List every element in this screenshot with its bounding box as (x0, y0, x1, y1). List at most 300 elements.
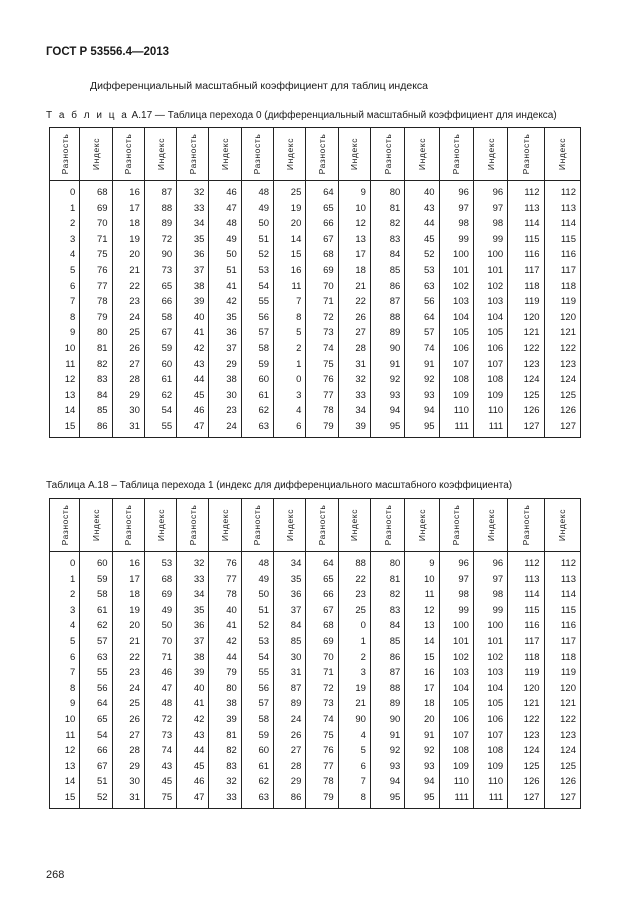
table-cell: 84 (274, 618, 306, 634)
table-cell: 117 (508, 263, 544, 279)
column-header (405, 499, 439, 552)
table-cell: 18 (112, 587, 144, 603)
table-cell: 16 (112, 181, 144, 201)
table-cell: 97 (439, 201, 473, 217)
table-cell: 100 (439, 247, 473, 263)
table-cell: 103 (473, 665, 507, 681)
table-cell: 95 (370, 419, 404, 437)
table-cell: 26 (112, 712, 144, 728)
table-cell: 40 (177, 681, 209, 697)
table-cell: 72 (144, 712, 176, 728)
column-header (306, 499, 338, 552)
column-header (370, 128, 404, 181)
table-cell: 68 (80, 181, 112, 201)
table-cell: 126 (544, 403, 580, 419)
table-cell: 61 (80, 603, 112, 619)
table-cell: 91 (370, 728, 404, 744)
table-cell: 9 (405, 552, 439, 572)
table-cell: 87 (144, 181, 176, 201)
table-row (50, 603, 581, 619)
table-cell: 126 (508, 403, 544, 419)
table-cell: 9 (338, 181, 370, 201)
table-cell: 9 (50, 325, 80, 341)
table-cell: 2 (50, 587, 80, 603)
table-cell: 118 (544, 650, 580, 666)
table-row (50, 403, 581, 419)
table-cell: 122 (544, 341, 580, 357)
table-cell: 32 (177, 181, 209, 201)
table-cell: 60 (80, 552, 112, 572)
table-cell: 3 (50, 232, 80, 248)
table-cell: 93 (370, 388, 404, 404)
table-row (50, 341, 581, 357)
table-cell: 40 (405, 181, 439, 201)
table-cell: 52 (80, 790, 112, 808)
table-cell: 31 (112, 419, 144, 437)
table-cell: 37 (274, 603, 306, 619)
table-cell: 8 (274, 310, 306, 326)
table-row (50, 181, 581, 201)
table-cell: 50 (209, 247, 241, 263)
table-cell: 98 (473, 216, 507, 232)
table-cell: 91 (370, 357, 404, 373)
table-cell: 78 (209, 587, 241, 603)
table-cell: 2 (274, 341, 306, 357)
table-cell: 78 (80, 294, 112, 310)
table-row (50, 201, 581, 217)
column-header-label: Разность (123, 133, 134, 175)
table-cell: 83 (370, 232, 404, 248)
table-cell: 113 (544, 201, 580, 217)
table-cell: 87 (274, 681, 306, 697)
table-row (50, 419, 581, 437)
table-cell: 125 (508, 388, 544, 404)
table-cell: 65 (144, 279, 176, 295)
table-cell: 81 (80, 341, 112, 357)
table-cell: 74 (405, 341, 439, 357)
table-cell: 105 (473, 325, 507, 341)
table-row (50, 634, 581, 650)
table-cell: 93 (405, 388, 439, 404)
column-header-label: Разность (382, 133, 393, 175)
table-cell: 8 (50, 681, 80, 697)
table-cell: 114 (544, 216, 580, 232)
table-cell: 58 (80, 587, 112, 603)
table-cell: 94 (405, 774, 439, 790)
column-header (508, 128, 544, 181)
table-cell: 53 (405, 263, 439, 279)
table-cell: 42 (177, 341, 209, 357)
table-cell: 123 (508, 357, 544, 373)
table-cell: 83 (370, 603, 404, 619)
table-cell: 25 (338, 603, 370, 619)
table-cell: 98 (439, 216, 473, 232)
table-cell: 49 (241, 201, 273, 217)
table-cell: 98 (473, 587, 507, 603)
table-cell: 100 (473, 618, 507, 634)
table-cell: 85 (80, 403, 112, 419)
table-cell: 39 (177, 665, 209, 681)
table-cell: 90 (370, 341, 404, 357)
table-cell: 96 (439, 181, 473, 201)
column-header-label: Разность (317, 133, 327, 175)
table-cell: 106 (439, 341, 473, 357)
table-cell: 71 (80, 232, 112, 248)
table-cell: 115 (508, 603, 544, 619)
column-header (177, 128, 209, 181)
table-row (50, 572, 581, 588)
table-cell: 109 (473, 388, 507, 404)
column-header-label: Разность (59, 504, 70, 546)
table-cell: 38 (209, 372, 241, 388)
table-cell: 15 (274, 247, 306, 263)
table-cell: 119 (508, 665, 544, 681)
table-cell: 81 (209, 728, 241, 744)
table-cell: 39 (209, 712, 241, 728)
table-cell: 123 (544, 728, 580, 744)
table-cell: 8 (338, 790, 370, 808)
table-cell: 72 (144, 232, 176, 248)
table-cell: 100 (473, 247, 507, 263)
table-cell: 83 (80, 372, 112, 388)
table-cell: 22 (112, 279, 144, 295)
column-header (274, 128, 306, 181)
table-cell: 18 (338, 263, 370, 279)
table-cell: 30 (112, 403, 144, 419)
table-cell: 38 (177, 279, 209, 295)
table-cell: 3 (50, 603, 80, 619)
table-cell: 71 (306, 294, 338, 310)
table-cell: 3 (338, 665, 370, 681)
column-header (80, 499, 112, 552)
table-cell: 12 (338, 216, 370, 232)
table-cell: 65 (306, 201, 338, 217)
table-cell: 121 (544, 325, 580, 341)
column-header (405, 128, 439, 181)
table-cell: 86 (274, 790, 306, 808)
table-cell: 95 (405, 419, 439, 437)
column-header-label: Разность (382, 504, 393, 546)
table-cell: 114 (508, 587, 544, 603)
table-cell: 10 (50, 341, 80, 357)
table-cell: 53 (241, 634, 273, 650)
table-cell: 23 (112, 294, 144, 310)
column-header-label: Индекс (90, 137, 101, 171)
table-cell: 41 (177, 696, 209, 712)
table-cell: 43 (405, 201, 439, 217)
column-header (508, 499, 544, 552)
column-header (144, 499, 176, 552)
table-cell: 82 (370, 587, 404, 603)
table-row (50, 263, 581, 279)
table-cell: 92 (405, 372, 439, 388)
table-cell: 38 (177, 650, 209, 666)
table-cell: 0 (50, 552, 80, 572)
table-cell: 101 (439, 634, 473, 650)
column-header-label: Разность (451, 504, 462, 546)
table-label: Т а б л и ц а (46, 110, 129, 121)
column-header (241, 499, 273, 552)
table-cell: 77 (209, 572, 241, 588)
table-cell: 113 (508, 572, 544, 588)
table-cell: 80 (209, 681, 241, 697)
table-cell: 113 (508, 201, 544, 217)
table-cell: 16 (274, 263, 306, 279)
table-cell: 116 (544, 618, 580, 634)
table-cell: 106 (439, 712, 473, 728)
table-cell: 96 (473, 181, 507, 201)
table-cell: 114 (508, 216, 544, 232)
table-cell: 46 (144, 665, 176, 681)
table-cell: 74 (306, 712, 338, 728)
table-cell: 30 (274, 650, 306, 666)
column-header-label: Индекс (349, 137, 360, 171)
table-cell: 66 (80, 743, 112, 759)
table-cell: 66 (306, 216, 338, 232)
table-cell: 22 (112, 650, 144, 666)
table-cell: 44 (177, 743, 209, 759)
table-cell: 34 (177, 216, 209, 232)
table-cell: 17 (112, 201, 144, 217)
table-cell: 22 (338, 294, 370, 310)
table-cell: 47 (209, 201, 241, 217)
table-cell: 24 (112, 681, 144, 697)
table-cell: 85 (370, 263, 404, 279)
table-row (50, 759, 581, 775)
table-cell: 34 (338, 403, 370, 419)
column-header-label: Индекс (284, 508, 295, 542)
table-cell: 74 (306, 341, 338, 357)
table-cell: 19 (274, 201, 306, 217)
table-cell: 21 (112, 263, 144, 279)
table-cell: 43 (144, 759, 176, 775)
table-cell: 117 (544, 634, 580, 650)
table-cell: 88 (370, 310, 404, 326)
table-cell: 1 (50, 572, 80, 588)
table-cell: 127 (544, 790, 580, 808)
table-cell: 119 (544, 665, 580, 681)
table-cell: 95 (405, 790, 439, 808)
table-cell: 48 (144, 696, 176, 712)
table-cell: 59 (80, 572, 112, 588)
column-header-label: Индекс (220, 137, 231, 171)
table-cell: 19 (112, 232, 144, 248)
table-cell: 29 (209, 357, 241, 373)
table-cell: 43 (177, 357, 209, 373)
table-cell: 21 (338, 696, 370, 712)
table-cell: 118 (508, 650, 544, 666)
table-cell: 99 (473, 603, 507, 619)
table-cell: 7 (338, 774, 370, 790)
table-cell: 94 (370, 774, 404, 790)
column-header (50, 128, 80, 181)
table-cell: 121 (544, 696, 580, 712)
table-cell: 102 (473, 650, 507, 666)
table-row (50, 294, 581, 310)
table-cell: 57 (241, 325, 273, 341)
table-row (50, 743, 581, 759)
table-cell: 75 (306, 728, 338, 744)
column-header-label: Индекс (155, 137, 166, 171)
table-cell: 125 (508, 759, 544, 775)
table-cell: 116 (508, 247, 544, 263)
table-cell: 44 (209, 650, 241, 666)
table-row (50, 247, 581, 263)
table-cell: 27 (112, 728, 144, 744)
table-cell: 107 (439, 357, 473, 373)
table-cell: 55 (80, 665, 112, 681)
table-cell: 104 (473, 681, 507, 697)
table-row (50, 232, 581, 248)
table-cell: 112 (508, 181, 544, 201)
table-cell: 51 (241, 232, 273, 248)
table-cell: 33 (338, 388, 370, 404)
table-cell: 36 (177, 247, 209, 263)
table-cell: 108 (473, 372, 507, 388)
table-cell: 116 (508, 618, 544, 634)
table-cell: 120 (508, 310, 544, 326)
table-cell: 68 (306, 247, 338, 263)
table-cell: 45 (177, 759, 209, 775)
table-cell: 37 (177, 634, 209, 650)
table-cell: 120 (508, 681, 544, 697)
table-cell: 124 (508, 743, 544, 759)
table-cell: 105 (439, 325, 473, 341)
table-cell: 86 (370, 279, 404, 295)
table-a18-caption: Таблица А.18 – Таблица перехода 1 (индекс для дифференциального масштабного коэффициента) (46, 480, 513, 491)
table-cell: 79 (209, 665, 241, 681)
table-cell: 24 (274, 712, 306, 728)
table-cell: 1 (50, 201, 80, 217)
table-cell: 23 (112, 665, 144, 681)
column-header-label: Индекс (155, 508, 166, 542)
column-header-label: Разность (252, 504, 263, 546)
table-cell: 91 (405, 357, 439, 373)
table-cell: 75 (144, 790, 176, 808)
table-cell: 97 (473, 201, 507, 217)
table-cell: 101 (473, 634, 507, 650)
table-cell: 48 (241, 181, 273, 201)
table-cell: 47 (177, 419, 209, 437)
table-cell: 10 (405, 572, 439, 588)
table-cell: 72 (306, 681, 338, 697)
table-cell: 14 (50, 774, 80, 790)
table-cell: 51 (209, 263, 241, 279)
table-cell: 84 (80, 388, 112, 404)
table-cell: 61 (144, 372, 176, 388)
table-cell: 27 (338, 325, 370, 341)
table-cell: 63 (80, 650, 112, 666)
table-cell: 20 (405, 712, 439, 728)
table-cell: 38 (209, 696, 241, 712)
table-cell: 85 (370, 634, 404, 650)
table-cell: 109 (439, 759, 473, 775)
table-cell: 9 (50, 696, 80, 712)
table-cell: 51 (241, 603, 273, 619)
table-cell: 37 (209, 341, 241, 357)
table-cell: 98 (439, 587, 473, 603)
table-cell: 28 (338, 341, 370, 357)
table-cell: 14 (405, 634, 439, 650)
table-cell: 24 (209, 419, 241, 437)
table-cell: 35 (177, 603, 209, 619)
table-cell: 114 (544, 587, 580, 603)
table-cell: 20 (112, 247, 144, 263)
table-cell: 4 (274, 403, 306, 419)
table-cell: 76 (80, 263, 112, 279)
table-cell: 6 (50, 279, 80, 295)
table-cell: 89 (144, 216, 176, 232)
table-cell: 4 (50, 247, 80, 263)
table-cell: 42 (177, 712, 209, 728)
table-cell: 52 (405, 247, 439, 263)
table-cell: 1 (338, 634, 370, 650)
table-cell: 33 (177, 572, 209, 588)
table-cell: 70 (80, 216, 112, 232)
table-cell: 42 (209, 634, 241, 650)
table-cell: 4 (338, 728, 370, 744)
table-cell: 69 (306, 263, 338, 279)
table-cell: 18 (112, 216, 144, 232)
table-cell: 99 (473, 232, 507, 248)
table-cell: 2 (50, 216, 80, 232)
table-cell: 113 (544, 572, 580, 588)
table-cell: 62 (241, 403, 273, 419)
table-cell: 50 (144, 618, 176, 634)
table-cell: 51 (80, 774, 112, 790)
table-cell: 41 (209, 618, 241, 634)
table-cell: 69 (144, 587, 176, 603)
table-cell: 27 (274, 743, 306, 759)
table-row (50, 388, 581, 404)
table-cell: 107 (473, 357, 507, 373)
table-cell: 108 (439, 372, 473, 388)
table-cell: 104 (473, 310, 507, 326)
table-cell: 70 (144, 634, 176, 650)
column-header-label: Индекс (349, 508, 360, 542)
table-cell: 41 (209, 279, 241, 295)
table-cell: 76 (306, 743, 338, 759)
table-cell: 87 (370, 294, 404, 310)
table-cell: 25 (274, 181, 306, 201)
table-cell: 10 (50, 712, 80, 728)
column-header-label: Разность (123, 504, 134, 546)
column-header (50, 499, 80, 552)
column-header-label: Разность (187, 133, 198, 175)
table-cell: 108 (473, 743, 507, 759)
table-cell: 13 (50, 388, 80, 404)
table-cell: 44 (405, 216, 439, 232)
table-cell: 1 (274, 357, 306, 373)
table-cell: 67 (306, 603, 338, 619)
table-cell: 0 (50, 181, 80, 201)
column-header-label: Разность (520, 504, 531, 546)
table-cell: 36 (209, 325, 241, 341)
column-header (241, 128, 273, 181)
table-cell: 4 (50, 618, 80, 634)
table-cell: 63 (241, 419, 273, 437)
table-cell: 89 (370, 696, 404, 712)
table-cell: 65 (80, 712, 112, 728)
table-cell: 60 (144, 357, 176, 373)
table-cell: 13 (50, 759, 80, 775)
table-cell: 111 (439, 419, 473, 437)
table-cell: 34 (274, 552, 306, 572)
table-cell: 126 (544, 774, 580, 790)
table-cell: 11 (405, 587, 439, 603)
table-cell: 110 (473, 403, 507, 419)
table-cell: 36 (177, 618, 209, 634)
